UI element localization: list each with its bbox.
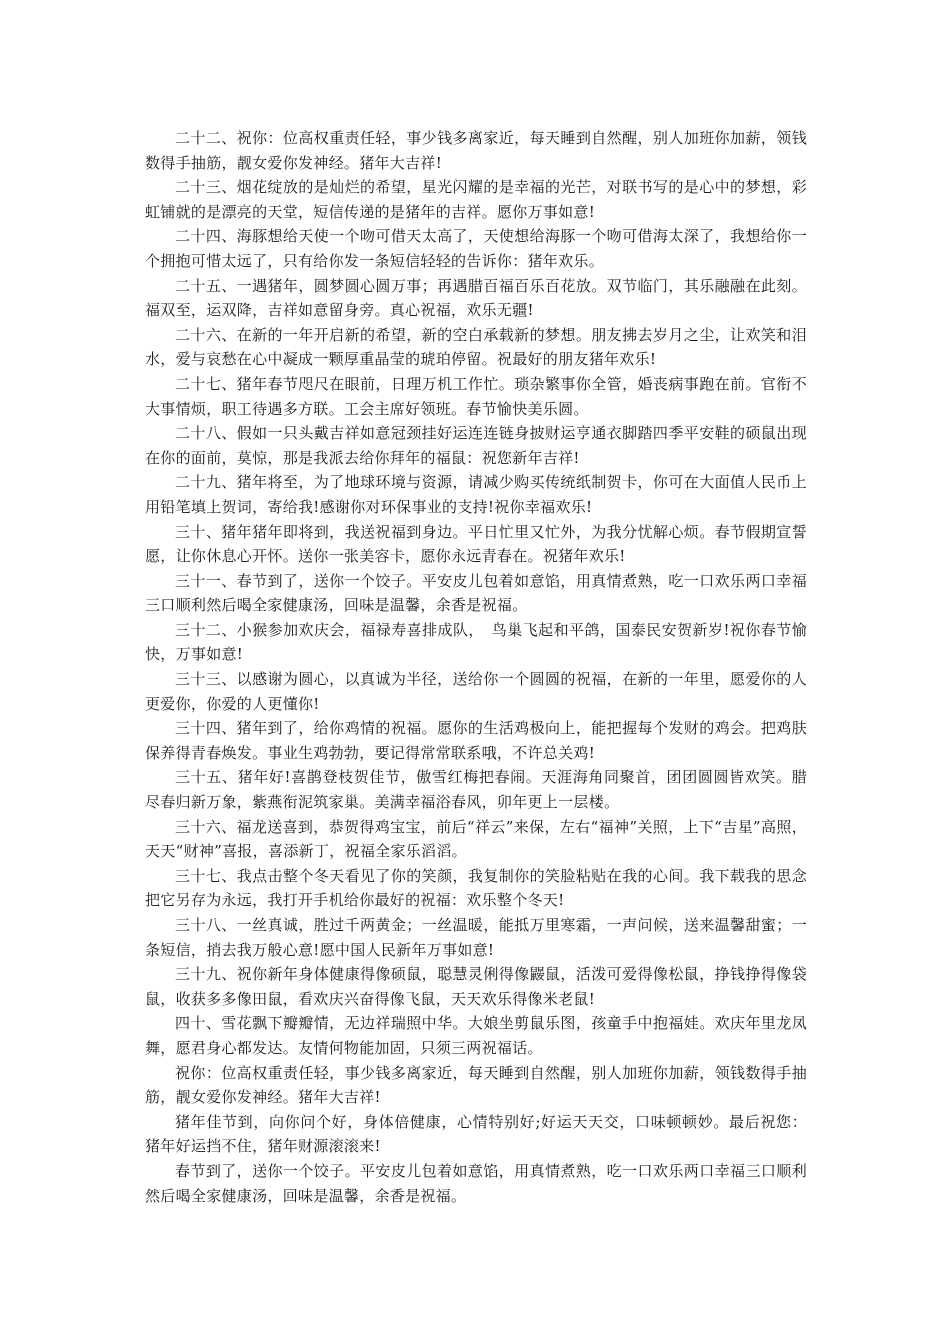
paragraph-29: 二十九、猪年将至，为了地球环境与资源，请减少购买传统纸制贺卡，你可在大面值人民币上用铅笔填上贺词，寄给我!感谢你对环保事业的支持!祝你幸福欢乐! bbox=[145, 473, 807, 516]
paragraph-30: 三十、猪年猪年即将到，我送祝福到身边。平日忙里又忙外，为我分忧解心烦。春节假期宣誓愿，让你休息心开怀。送你一张美容卡，愿你永远青春在。祝猪年欢乐! bbox=[145, 522, 807, 566]
paragraph-40: 四十、雪花飘下瓣瓣情，无边祥瑞照中华。大娘坐剪鼠乐图，孩童手中抱福娃。欢庆年里龙凤舞，愿君身心都发达。友情何物能加固，只须三两祝福话。 bbox=[145, 1014, 807, 1057]
paragraph-39: 三十九、祝你新年身体健康得像硕鼠，聪慧灵俐得像鼹鼠，活泼可爱得像松鼠，挣钱挣得像袋鼠，收获多多像田鼠，看欢庆兴奋得像飞鼠，天天欢乐得像米老鼠! bbox=[145, 965, 807, 1008]
paragraph-35: 三十五、猪年好!喜鹊登枝贺佳节，傲雪红梅把春闹。天涯海角同聚首，团团圆圆皆欢笑。腊尽春归新万象，紫燕衔泥筑家巢。美满幸福浴春风，卯年更上一层楼。 bbox=[145, 768, 807, 812]
paragraph-33: 三十三、以感谢为圆心，以真诚为半径，送给你一个圆圆的祝福，在新的一年里，愿爱你的人更爱你，你爱的人更懂你! bbox=[145, 670, 807, 713]
paragraph-34: 三十四、猪年到了，给你鸡情的祝福。愿你的生活鸡极向上，能把握每个发财的鸡会。把鸡肤保养得青春焕发。事业生鸡勃勃，要记得常常联系哦，不许总关鸡! bbox=[145, 719, 807, 762]
paragraph-26: 二十六、在新的一年开启新的希望，新的空白承载新的梦想。朋友拂去岁月之尘，让欢笑和泪水，爱与哀愁在心中凝成一颗厚重晶莹的琥珀停留。祝最好的朋友猪年欢乐! bbox=[145, 325, 807, 369]
paragraph-24: 二十四、海豚想给天使一个吻可借天太高了，天使想给海豚一个吻可借海太深了，我想给你一个拥抱可惜太远了，只有给你发一条短信轻轻的告诉你：猪年欢乐。 bbox=[145, 227, 807, 270]
paragraph-36: 三十六、福龙送喜到，恭贺得鸡宝宝，前后“祥云”来保，左右“福神”关照，上下“吉星”高照，天天“财神”喜报，喜添新丁，祝福全家乐滔滔。 bbox=[145, 817, 807, 861]
paragraph-27: 二十七、猪年春节咫尺在眼前，日理万机工作忙。琐杂繁事你全管，婚丧病事跑在前。官衔不大事情烦，职工待遇多方联。工会主席好领班。春节愉快美乐圆。 bbox=[145, 374, 807, 418]
paragraph-greeting-3: 春节到了，送你一个饺子。平安皮儿包着如意馅，用真情煮熟，吃一口欢乐两口幸福三口顺利然后喝全家健康汤，回味是温馨，余香是祝福。 bbox=[145, 1161, 807, 1205]
paragraph-32: 三十二、小猴参加欢庆会，福禄寿喜排成队， 鸟巢飞起和平鸽，国泰民安贺新岁!祝你春节愉快，万事如意! bbox=[145, 620, 807, 664]
paragraph-38: 三十八、一丝真诚，胜过千两黄金；一丝温暖，能抵万里寒霜，一声问候，送来温馨甜蜜；一条短信，捎去我万般心意!愿中国人民新年万事如意! bbox=[145, 916, 807, 959]
paragraph-25: 二十五、一遇猪年，圆梦圆心圆万事；再遇腊百福百乐百花放。双节临门，其乐融融在此刻。福双至，运双降，吉祥如意留身旁。真心祝福，欢乐无疆! bbox=[145, 276, 807, 320]
paragraph-28: 二十八、假如一只头戴吉祥如意冠颈挂好运连连链身披财运亨通衣脚踏四季平安鞋的硕鼠出现在你的面前，莫惊，那是我派去给你拜年的福鼠：祝您新年吉祥! bbox=[145, 424, 807, 467]
document-body bbox=[145, 126, 807, 1208]
paragraph-22: 二十二、祝你：位高权重责任轻，事少钱多离家近，每天睡到自然醒，别人加班你加薪，领钱数得手抽筋，靓女爱你发神经。猪年大吉祥! bbox=[145, 129, 807, 172]
paragraph-greeting-1: 祝你：位高权重责任轻，事少钱多离家近，每天睡到自然醒，别人加班你加薪，领钱数得手抽筋，靓女爱你发神经。猪年大吉祥! bbox=[145, 1063, 807, 1107]
paragraph-37: 三十七、我点击整个冬天看见了你的笑颜，我复制你的笑脸粘贴在我的心间。我下载我的思念把它另存为永远，我打开手机给你最好的祝福：欢乐整个冬天! bbox=[145, 866, 807, 910]
paragraph-31: 三十一、春节到了，送你一个饺子。平安皮儿包着如意馅，用真情煮熟，吃一口欢乐两口幸福三口顺利然后喝全家健康汤，回味是温馨，余香是祝福。 bbox=[145, 571, 807, 615]
paragraph-23: 二十三、烟花绽放的是灿烂的希望，星光闪耀的是幸福的光芒，对联书写的是心中的梦想，彩虹铺就的是漂亮的天堂，短信传递的是猪年的吉祥。愿你万事如意! bbox=[145, 178, 807, 221]
paragraph-greeting-2: 猪年佳节到，向你问个好，身体倍健康，心情特别好;好运天天交，口味顿顿妙。最后祝您：猪年好运挡不住，猪年财源滚滚来! bbox=[145, 1112, 807, 1156]
